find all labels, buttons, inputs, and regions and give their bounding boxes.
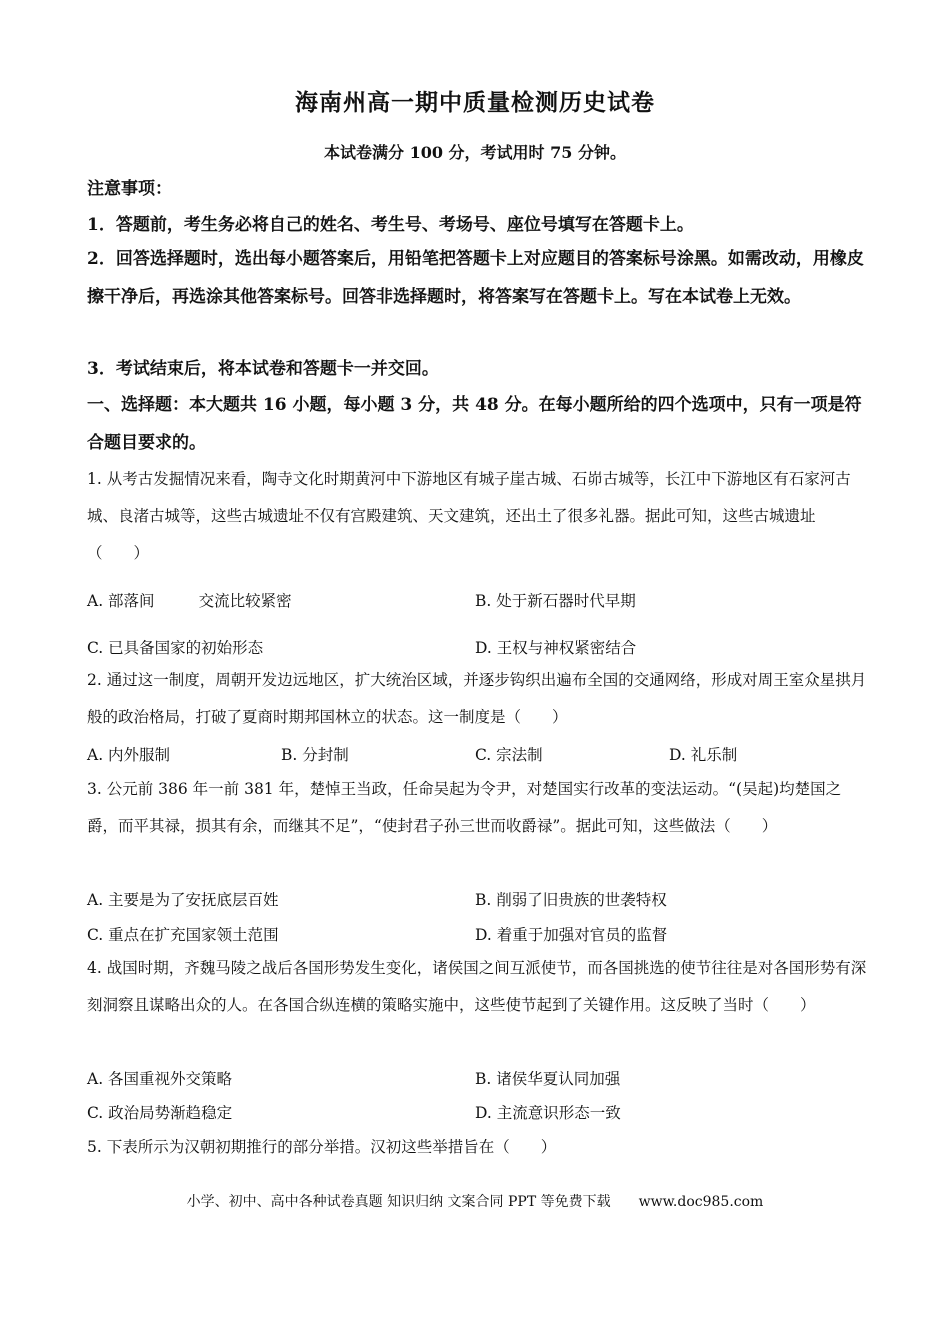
option-a-part2: 交流比较紧密	[198, 592, 292, 610]
question-3-option-d: D. 着重于加强对官员的监督	[475, 926, 668, 944]
question-1-option-b: B. 处于新石器时代早期	[475, 592, 636, 610]
question-4-stem: 4. 战国时期，齐魏马陵之战后各国形势发生变化，诸侯国之间互派使节，而各国挑选的使节往往是对各国形势有深刻洞察且谋略出众的人。在各国合纵连横的策略实施中，这些使节起到了关键作用。这反映了当时（ ）	[87, 959, 867, 1014]
question-3-option-b: B. 削弱了旧贵族的世袭特权	[475, 891, 667, 909]
question-2-option-c: C. 宗法制	[475, 746, 543, 764]
notice-item-3: 3．考试结束后，将本试卷和答题卡一并交回。	[87, 359, 439, 379]
section-heading: 一、选择题：本大题共 16 小题，每小题 3 分，共 48 分。在每小题所给的四个选项中，只有一项是符合题目要求的。	[87, 395, 862, 453]
question-3-option-a: A. 主要是为了安抚底层百姓	[87, 891, 279, 909]
question-2-stem: 2. 通过这一制度，周朝开发边远地区，扩大统治区域，并逐步钩织出遍布全国的交通网络，形成对周王室众星拱月般的政治格局，打破了夏商时期邦国林立的状态。这一制度是（ ）	[87, 671, 867, 726]
question-1-stem: 1. 从考古发掘情况来看，陶寺文化时期黄河中下游地区有城子崖古城、石峁古城等，长江中下游地区有石家河古城、良渚古城等，这些古城遗址不仅有宫殿建筑、天文建筑，还出土了很多礼器。据此可知，这些古城遗址（ ）	[87, 470, 851, 562]
question-4-option-c: C. 政治局势渐趋稳定	[87, 1104, 233, 1122]
exam-info: 本试卷满分 100 分，考试用时 75 分钟。	[324, 143, 626, 162]
footer-url: www.doc985.com	[638, 1194, 764, 1210]
question-4-option-d: D. 主流意识形态一致	[475, 1104, 621, 1122]
question-4-option-b: B. 诸侯华夏认同加强	[475, 1070, 621, 1088]
question-4-option-a: A. 各国重视外交策略	[87, 1070, 233, 1088]
page-title: 海南州高一期中质量检测历史试卷	[295, 89, 655, 116]
question-1-option-a	[87, 589, 292, 611]
question-3-option-c: C. 重点在扩充国家领土范围	[87, 926, 279, 944]
question-2-option-d: D. 礼乐制	[669, 746, 738, 764]
footer-text: 小学、初中、高中各种试卷真题 知识归纳 文案合同 PPT 等免费下载	[186, 1194, 611, 1210]
question-5-stem: 5. 下表所示为汉朝初期推行的部分举措。汉初这些举措旨在（ ）	[87, 1138, 557, 1156]
option-a-part1: A. 部落间	[87, 592, 155, 610]
notice-item-1: 1．答题前，考生务必将自己的姓名、考生号、考场号、座位号填写在答题卡上。	[87, 215, 694, 235]
question-1-option-d: D. 王权与神权紧密结合	[475, 639, 637, 657]
question-3-stem: 3. 公元前 386 年一前 381 年，楚悼王当政，任命吴起为令尹，对楚国实行改革的变法运动。“(吴起)均楚国之爵，而平其禄，损其有余，而继其不足”，“使封君子孙三世而收爵禄”。据此可知，这些做法（ ）	[87, 780, 842, 835]
question-2-option-a: A. 内外服制	[87, 746, 171, 764]
notice-heading: 注意事项：	[87, 179, 172, 199]
notice-item-2: 2．回答选择题时，选出每小题答案后，用铅笔把答题卡上对应题目的答案标号涂黑。如需改动，用橡皮擦干净后，再选涂其他答案标号。回答非选择题时，将答案写在答题卡上。写在本试卷上无效。	[87, 249, 864, 307]
question-2-option-b: B. 分封制	[281, 746, 349, 764]
page-footer	[0, 1191, 950, 1211]
question-1-option-c: C. 已具备国家的初始形态	[87, 639, 264, 657]
